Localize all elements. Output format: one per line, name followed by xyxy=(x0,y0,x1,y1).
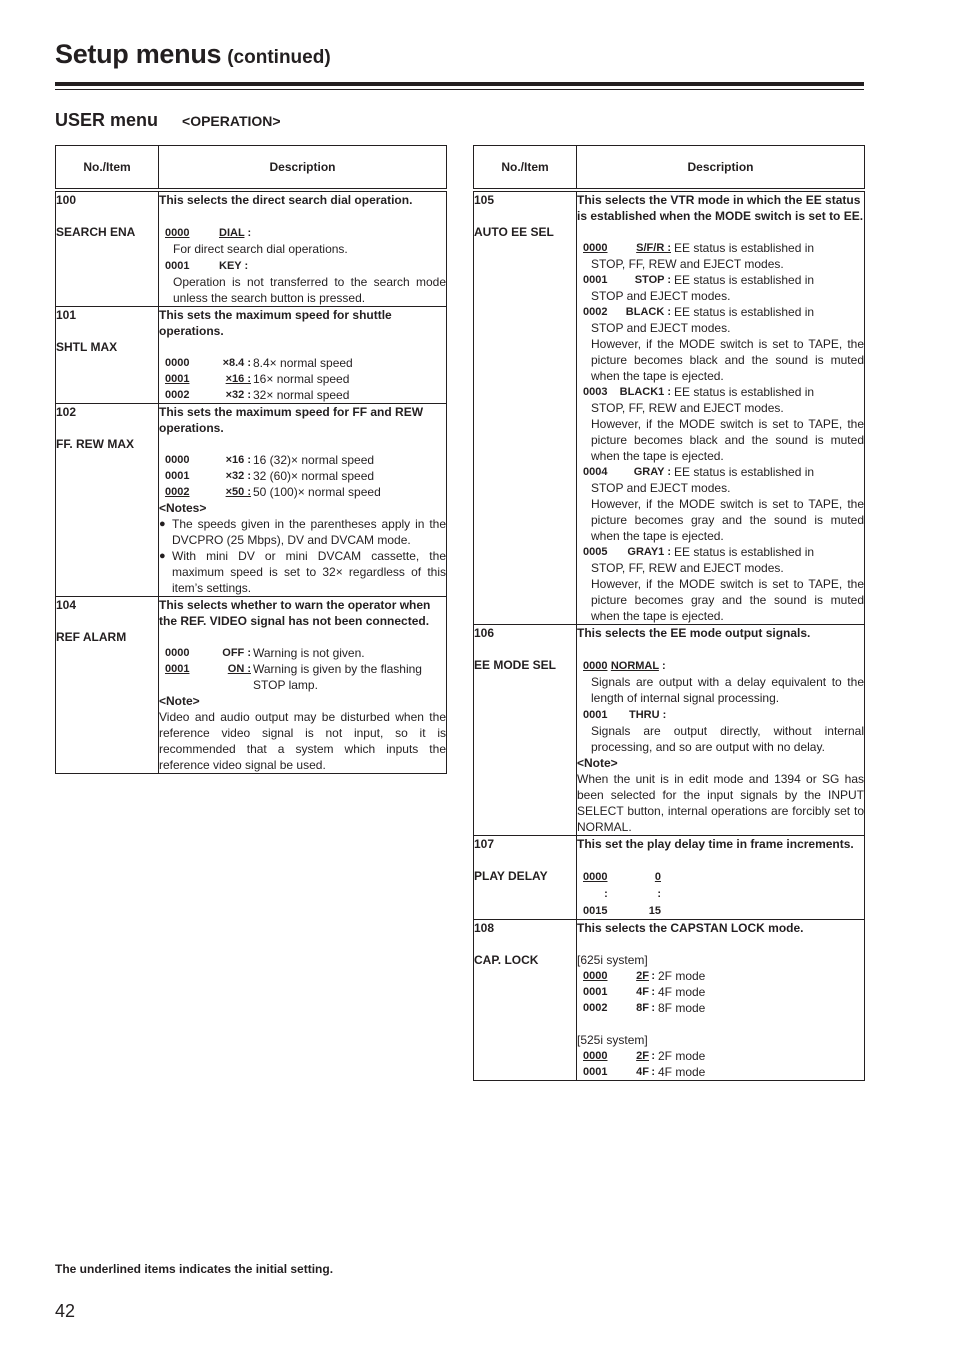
page-title xyxy=(55,34,331,71)
option-description: 32× normal speed xyxy=(253,388,350,402)
system-label: [525i system] xyxy=(577,1033,648,1047)
option-label: STOP : xyxy=(634,274,671,286)
description-cell xyxy=(577,920,865,1081)
note-text: The speeds given in the parentheses apply in the DVCPRO (25 Mbps), DV and DVCAM mode. xyxy=(172,517,446,547)
item-cell xyxy=(474,190,577,625)
table-row xyxy=(56,597,447,774)
option-label: ×16 : xyxy=(225,373,251,385)
option-label: BLACK : xyxy=(625,306,671,318)
option-description: 16× normal speed xyxy=(253,372,350,386)
option-description: Signals are output directly, without internal processing, and so are output with no delay. xyxy=(591,724,864,754)
bullet-icon: ● xyxy=(159,518,166,530)
option-label: KEY : xyxy=(219,260,249,272)
title-rule-thin xyxy=(55,89,864,90)
option-code: 0000 xyxy=(165,454,190,466)
range-value: 0 xyxy=(654,871,661,883)
item-number: 106 xyxy=(474,626,495,640)
option-description: However, if the MODE switch is set to TAPE, the picture becomes gray and the sound is muted when the tape is ejected. xyxy=(591,497,864,543)
option-row xyxy=(577,464,864,480)
item-cell xyxy=(474,625,577,836)
option-code: 0001 xyxy=(583,274,608,286)
option-label: GRAY1 : xyxy=(627,546,671,558)
item-number: 108 xyxy=(474,921,495,935)
item-number: 105 xyxy=(474,193,495,207)
range-value: 15 xyxy=(648,905,661,917)
page-title-main: Setup menus xyxy=(55,39,222,69)
option-line: 0000 NORMAL : xyxy=(583,660,666,672)
option-description: EE status is established in xyxy=(674,465,815,479)
option-description: 2F mode xyxy=(658,969,706,983)
option-label: OFF : xyxy=(222,647,251,659)
option-code: 0001 xyxy=(583,709,608,721)
option-code: 0001 xyxy=(165,663,190,675)
item-name: REF ALARM xyxy=(56,630,127,644)
description-cell xyxy=(577,190,865,625)
option-description: EE status is established in xyxy=(674,545,815,559)
note-text: Video and audio output may be disturbed when the reference video signal is not input, so it is recommended that a system which inputs the reference video signal be used. xyxy=(159,710,446,772)
page-number: 42 xyxy=(55,1301,76,1321)
option-description: However, if the MODE switch is set to TAPE, the picture becomes gray and the sound is muted when the tape is ejected. xyxy=(591,577,864,623)
item-lead: This selects whether to warn the operator when the REF. VIDEO signal has not been connected. xyxy=(159,598,431,628)
option-code: 0002 xyxy=(165,486,190,498)
item-cell xyxy=(56,307,159,404)
item-name: SHTL MAX xyxy=(56,340,118,354)
table-row xyxy=(474,836,865,920)
range-code: 0000 xyxy=(583,871,608,883)
option-label: 4F xyxy=(636,986,649,998)
range-row xyxy=(577,885,864,902)
option-label: ON : xyxy=(227,663,251,675)
item-name: AUTO EE SEL xyxy=(474,225,554,239)
item-lead: This selects the EE mode output signals. xyxy=(577,626,811,640)
header-item: No./Item xyxy=(56,146,159,191)
table-row xyxy=(474,920,865,1081)
option-code: 0001 xyxy=(165,373,190,385)
option-row xyxy=(577,304,864,320)
option-code: 0002 xyxy=(165,389,190,401)
range-ellipsis: : xyxy=(604,888,608,900)
note-bullet xyxy=(159,548,446,596)
option-description: 50 (100)× normal speed xyxy=(253,485,381,499)
option-label: S/F/R : xyxy=(636,242,671,254)
option-description: 4F mode xyxy=(658,1065,706,1079)
table-row xyxy=(56,404,447,597)
header-description: Description xyxy=(577,146,865,191)
system-label: [625i system] xyxy=(577,953,648,967)
item-lead: This sets the maximum speed for shuttle operations. xyxy=(159,308,392,338)
footnote: The underlined items indicates the initial setting. xyxy=(55,1262,334,1276)
range-row xyxy=(577,868,864,885)
option-description: EE status is established in xyxy=(674,241,815,255)
option-line xyxy=(159,257,446,274)
range-code: 0015 xyxy=(583,905,608,917)
option-line: 0000 DIAL : xyxy=(165,227,252,239)
option-row xyxy=(159,387,446,403)
option-row xyxy=(577,544,864,560)
item-cell xyxy=(56,190,159,307)
option-description: 2F mode xyxy=(658,1049,706,1063)
section-title: USER menu xyxy=(55,110,159,130)
item-lead: This selects the CAPSTAN LOCK mode. xyxy=(577,921,804,935)
option-code: 0000 xyxy=(165,647,190,659)
option-row xyxy=(159,452,446,468)
option-label: ×8.4 : xyxy=(222,357,251,369)
option-row: 0000 2F : 2F mode xyxy=(577,968,864,984)
item-cell xyxy=(474,836,577,920)
option-label: THRU : xyxy=(629,709,667,721)
option-label: DIAL xyxy=(219,227,245,239)
option-label: ×16 : xyxy=(225,454,251,466)
bullet-icon: ● xyxy=(159,550,166,562)
option-description: STOP and EJECT modes. xyxy=(591,481,731,495)
item-name: EE MODE SEL xyxy=(474,658,557,672)
item-number: 104 xyxy=(56,598,77,612)
item-number: 101 xyxy=(56,308,77,322)
item-number: 100 xyxy=(56,193,77,207)
menu-table-right xyxy=(473,145,865,1081)
option-description: STOP, FF, REW and EJECT modes. xyxy=(591,561,784,575)
option-description: Warning is given by the flashing STOP lamp. xyxy=(253,662,422,692)
item-name: PLAY DELAY xyxy=(474,869,548,883)
title-rule-thick xyxy=(55,82,864,86)
option-description: EE status is established in xyxy=(674,305,815,319)
description-cell xyxy=(577,836,865,920)
option-label: NORMAL xyxy=(610,660,659,672)
option-description: STOP, FF, REW and EJECT modes. xyxy=(591,401,784,415)
option-code: 0000 xyxy=(583,970,608,982)
option-code: 0000 xyxy=(583,242,608,254)
option-row xyxy=(577,240,864,256)
section-heading xyxy=(55,110,281,131)
range-ellipsis: : xyxy=(657,888,661,900)
option-description: EE status is established in xyxy=(674,273,815,287)
menu-table-left xyxy=(55,145,447,774)
option-code: 0000 xyxy=(583,660,608,672)
item-number: 107 xyxy=(474,837,495,851)
option-code: 0001 xyxy=(583,1066,608,1078)
table-row xyxy=(474,625,865,836)
option-code: 0004 xyxy=(583,466,608,478)
option-description: However, if the MODE switch is set to TAPE, the picture becomes black and the sound is muted when the tape is ejected. xyxy=(591,417,864,463)
option-code: 0005 xyxy=(583,546,608,558)
option-label: 2F xyxy=(636,1050,649,1062)
item-cell xyxy=(474,920,577,1081)
option-row: 0001 4F : 4F mode xyxy=(577,1064,864,1080)
option-label: ×50 : xyxy=(225,486,251,498)
option-description: STOP and EJECT modes. xyxy=(591,289,731,303)
option-row xyxy=(159,645,446,661)
item-name: CAP. LOCK xyxy=(474,953,539,967)
description-cell xyxy=(159,190,447,307)
option-code: 0000 xyxy=(165,227,190,239)
option-label: BLACK1 : xyxy=(619,386,671,398)
option-line xyxy=(577,706,864,723)
option-code: 0000 xyxy=(165,357,190,369)
item-lead: This selects the direct search dial operation. xyxy=(159,193,413,207)
option-label: 4F xyxy=(636,1066,649,1078)
item-lead: This set the play delay time in frame increments. xyxy=(577,837,854,851)
option-row: 0001 4F : 4F mode xyxy=(577,984,864,1000)
description-cell xyxy=(159,404,447,597)
item-lead: This selects the VTR mode in which the EE status is established when the MODE switch is set to EE. xyxy=(577,193,864,223)
option-description: STOP, FF, REW and EJECT modes. xyxy=(591,257,784,271)
note-label: <Note> xyxy=(577,756,618,770)
option-description: Signals are output with a delay equivalent to the length of internal signal processing. xyxy=(591,675,864,705)
option-row xyxy=(159,484,446,500)
option-description: 8.4× normal speed xyxy=(253,356,353,370)
description-cell xyxy=(577,625,865,836)
option-row: 0000 2F : 2F mode xyxy=(577,1048,864,1064)
option-description: 8F mode xyxy=(658,1001,706,1015)
table-row xyxy=(56,190,447,307)
option-row: 0002 8F : 8F mode xyxy=(577,1000,864,1016)
header-description: Description xyxy=(159,146,447,191)
notes-label: <Notes> xyxy=(159,501,207,515)
item-cell xyxy=(56,597,159,774)
option-row xyxy=(577,384,864,400)
option-description: 4F mode xyxy=(658,985,706,999)
note-label: <Note> xyxy=(159,694,200,708)
description-cell xyxy=(159,307,447,404)
item-name: FF. REW MAX xyxy=(56,437,134,451)
option-code: 0003 xyxy=(583,386,608,398)
option-row xyxy=(159,355,446,371)
option-label: GRAY : xyxy=(633,466,671,478)
option-code: 0002 xyxy=(583,306,608,318)
note-text: With mini DV or mini DVCAM cassette, the maximum speed is set to 32× regardless of this item’s settings. xyxy=(172,549,446,595)
option-description: 32 (60)× normal speed xyxy=(253,469,375,483)
option-code: 0000 xyxy=(583,1050,608,1062)
option-row xyxy=(159,661,446,693)
option-description: Warning is not given. xyxy=(253,646,365,660)
item-lead: This sets the maximum speed for FF and REW operations. xyxy=(159,405,424,435)
option-description: STOP and EJECT modes. xyxy=(591,321,731,335)
option-label: 2F xyxy=(636,970,649,982)
header-item: No./Item xyxy=(474,146,577,191)
option-label: ×32 : xyxy=(225,470,251,482)
option-row xyxy=(159,468,446,484)
page-title-continued: (continued) xyxy=(227,47,331,68)
item-name: SEARCH ENA xyxy=(56,225,136,239)
table-row xyxy=(474,190,865,625)
option-description: 16 (32)× normal speed xyxy=(253,453,375,467)
table-row xyxy=(56,307,447,404)
option-row xyxy=(577,272,864,288)
section-subtitle: <OPERATION> xyxy=(182,113,281,129)
note-text: When the unit is in edit mode and 1394 or SG has been selected for the input signals by the INPUT SELECT button, internal operations are forcibly set to NORMAL. xyxy=(577,772,864,834)
option-description: However, if the MODE switch is set to TAPE, the picture becomes black and the sound is muted when the tape is ejected. xyxy=(591,337,864,383)
option-description: Operation is not transferred to the search mode unless the search button is pressed. xyxy=(173,275,446,305)
option-label: 8F xyxy=(636,1002,649,1014)
option-description: EE status is established in xyxy=(674,385,815,399)
option-code: 0002 xyxy=(583,1002,608,1014)
range-row xyxy=(577,902,864,919)
option-code: 0001 xyxy=(165,470,190,482)
item-cell xyxy=(56,404,159,597)
option-code: 0001 xyxy=(165,260,190,272)
option-row xyxy=(159,371,446,387)
option-code: 0001 xyxy=(583,986,608,998)
option-description: For direct search dial operations. xyxy=(173,242,348,256)
description-cell xyxy=(159,597,447,774)
item-number: 102 xyxy=(56,405,77,419)
note-bullet xyxy=(159,516,446,548)
option-label: ×32 : xyxy=(225,389,251,401)
